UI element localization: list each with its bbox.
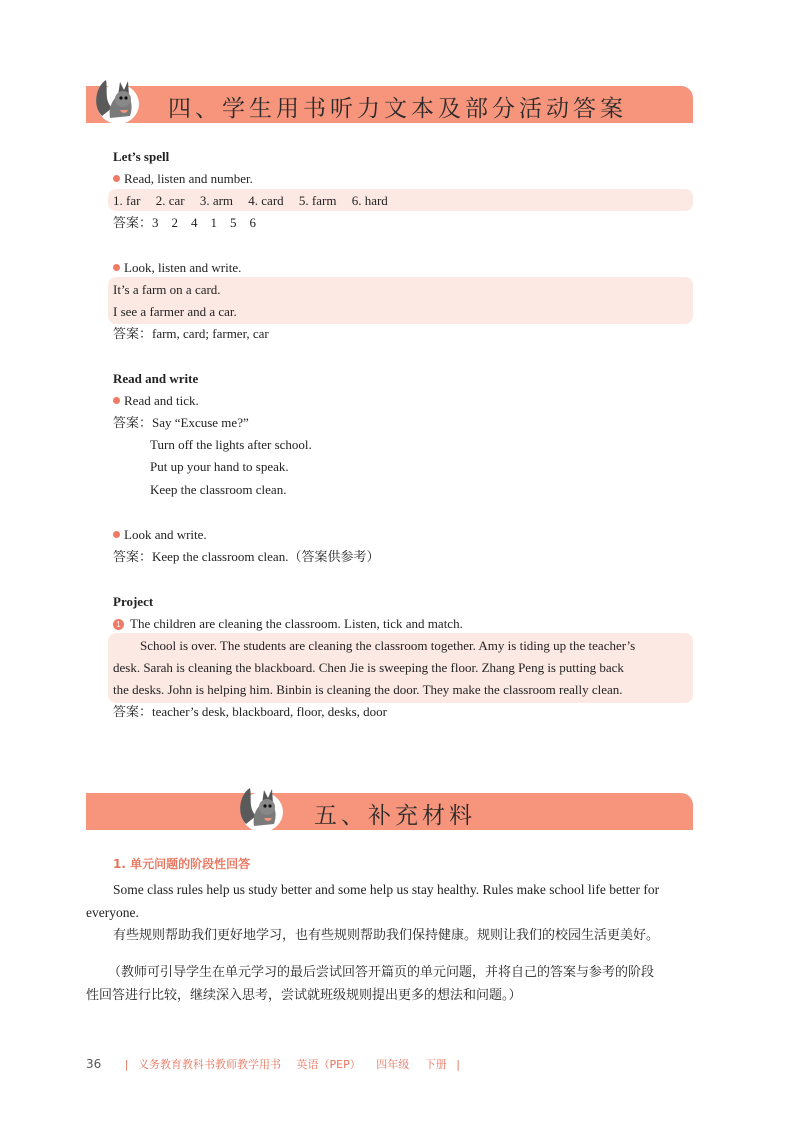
volume: 下册 [424, 1058, 447, 1071]
answer-line: 答案：teacher’s desk, blackboard, floor, desks, door [113, 704, 387, 719]
page-footer: 36 | 义务教育教科书教师教学用书 英语（PEP） 四年级 下册 | [86, 1057, 460, 1071]
grade: 四年级 [376, 1058, 410, 1071]
section-title: 四、学生用书听力文本及部分活动答案 [168, 96, 627, 122]
word-list [113, 192, 388, 210]
text-line: I see a farmer and a car. [113, 304, 237, 319]
answer-line: Put up your hand to speak. [150, 459, 289, 474]
squirrel-mascot-icon [232, 776, 292, 836]
read-write-heading: Read and write [113, 371, 199, 386]
text-line: School is over. The students are cleaning the classroom together. Amy is tiding up the teacher’s [140, 638, 636, 653]
paragraph-en: Some class rules help us study better and some help us stay healthy. Rules make school life better for [113, 882, 660, 897]
sub-heading: 1. 单元问题的阶段性回答 [113, 857, 251, 871]
paragraph-cn: 有些规则帮助我们更好地学习，也有些规则帮助我们保持健康。规则让我们的校园生活更美好。 [113, 928, 660, 943]
subject: 英语（PEP） [296, 1058, 361, 1071]
bullet-dot-icon [113, 531, 120, 538]
section-title: 五、补充材料 [314, 803, 476, 829]
bullet-dot-icon [113, 264, 120, 271]
paragraph-en-cont: everyone. [86, 905, 139, 920]
teacher-note: （教师可引导学生在单元学习的最后尝试回答开篇页的单元问题，并将自己的答案与参考的阶段 [108, 965, 655, 980]
activity-read-listen-number: Read, listen and number. [113, 170, 253, 188]
word-item: 6. hard [351, 193, 388, 208]
answer-line: 答案：Say “Excuse me?” [113, 415, 249, 430]
page-number: 36 [86, 1057, 102, 1071]
activity-look-listen-write: Look, listen and write. [113, 259, 241, 277]
text-line: It’s a farm on a card. [113, 282, 221, 297]
word-item: 4. card [248, 193, 284, 208]
answer-line: Keep the classroom clean. [150, 482, 287, 497]
word-item: 5. farm [298, 193, 337, 208]
answer-words: 答案：farm, card; farmer, car [113, 326, 269, 341]
lets-spell-heading: Let’s spell [113, 149, 170, 164]
bullet-dot-icon [113, 397, 120, 404]
teacher-note: 性回答进行比较，继续深入思考，尝试就班级规则提出更多的想法和问题。） [86, 988, 522, 1003]
activity-read-tick: Read and tick. [113, 392, 199, 410]
answer-line: 答案：Keep the classroom clean.（答案供参考） [113, 549, 380, 564]
word-item: 2. car [155, 193, 185, 208]
text-line: the desks. John is helping him. Binbin is cleaning the door. They make the classroom really clean. [113, 682, 623, 697]
answer-numbers: 答案：3 2 4 1 5 6 [113, 215, 257, 230]
bullet-dot-icon [113, 175, 120, 182]
word-item: 3. arm [199, 193, 234, 208]
activity-look-write: Look and write. [113, 526, 207, 544]
answer-line: Turn off the lights after school. [150, 437, 312, 452]
section-banner-5 [86, 793, 693, 830]
section-banner-4 [86, 86, 693, 123]
activity-project: 1 The children are cleaning the classroom. Listen, tick and match. [113, 615, 463, 633]
text-line: desk. Sarah is cleaning the blackboard. Chen Jie is sweeping the floor. Zhang Peng is putting back [113, 660, 624, 675]
squirrel-mascot-icon [88, 68, 148, 128]
word-item: 1. far [113, 193, 141, 208]
book-series: 义务教育教科书教师教学用书 [138, 1058, 281, 1071]
number-badge: 1 [113, 619, 124, 630]
project-heading: Project [113, 594, 154, 609]
